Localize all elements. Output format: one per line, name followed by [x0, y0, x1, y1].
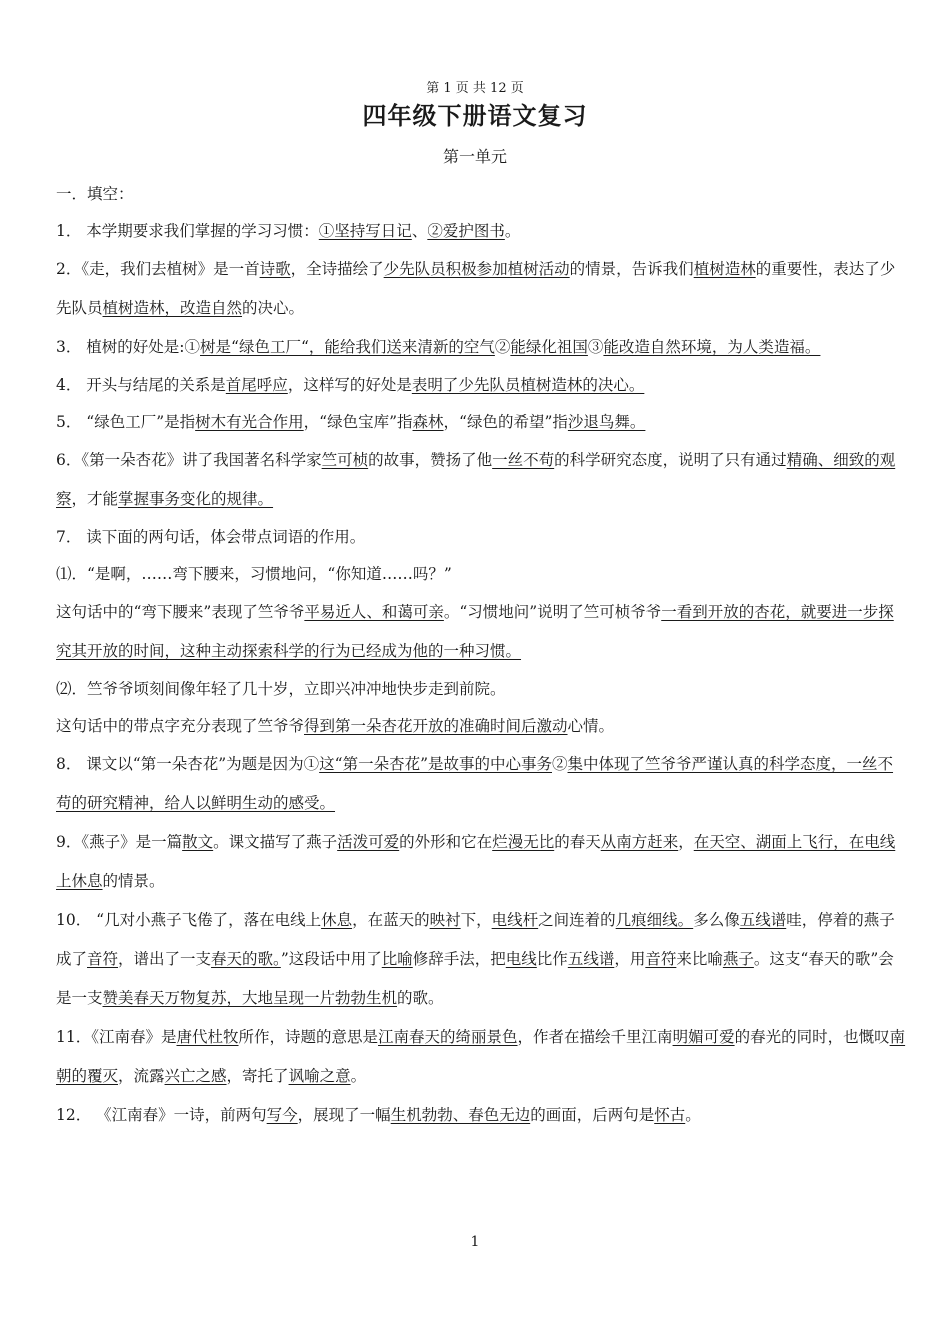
answer-text: 写今: [266, 1106, 298, 1124]
fill-in-item: [56, 1096, 906, 1135]
answer-text: 少先队员积极参加植树活动: [383, 260, 570, 278]
answer-text: 燕子: [722, 950, 754, 968]
question-text: 的外形和它在: [399, 833, 493, 851]
fill-in-item-list: [56, 213, 906, 1135]
answer-text: 集中体现了竺爷爷严谨认真的科学态度，一丝不苟的研究精神，给人以鲜明生动的感受。: [56, 755, 894, 812]
question-text: 比作: [536, 950, 568, 968]
question-text: 4． 开头与结尾的关系是: [56, 376, 226, 394]
question-text: 的重要性，表达了少先队员: [56, 260, 896, 317]
question-text: 哇，停着的燕子成了: [56, 911, 895, 968]
question-text: ，作者在描绘千里江南: [517, 1028, 673, 1046]
answer-text: 烂漫无比: [492, 833, 555, 851]
answer-text: 讽喻之意: [288, 1067, 351, 1085]
answer-text: 诗歌: [259, 260, 291, 278]
question-text: 3． 植树的好处是:①: [56, 338, 201, 356]
answer-text: 竺可桢: [321, 451, 369, 469]
answer-text: 春天的歌。: [211, 950, 281, 968]
answer-text: 树是“绿色工厂“，能给我们送来清新的空气: [200, 338, 495, 356]
question-text: 。课文描写了燕子: [213, 833, 338, 851]
answer-text: 平易近人、和蔼可亲: [304, 603, 444, 621]
question-text: ，展现了一幅: [297, 1106, 391, 1124]
answer-text: 植树造林: [693, 260, 756, 278]
question-text: ，流露: [118, 1067, 165, 1085]
question-text: 1． 本学期要求我们掌握的学习习惯：: [56, 222, 319, 240]
question-text: 的决心。: [242, 299, 305, 317]
question-text: 2．《走，我们去植树》是一首: [56, 260, 260, 278]
answer-text: 江南春天的绮丽景色: [378, 1028, 518, 1046]
question-text: 所作，诗题的意思是: [238, 1028, 379, 1046]
question-text: ⑵．竺爷爷顷刻间像年轻了几十岁，立即兴冲冲地快步走到前院。: [56, 680, 506, 698]
question-text: 8． 课文以“第一朵杏花”为题是因为①: [56, 755, 320, 773]
question-text: 。这支“春天的歌”会是一支: [56, 950, 894, 1007]
answer-text: 电线: [505, 950, 537, 968]
question-text: ，谱出了一支: [118, 950, 212, 968]
answer-text: ①坚持写日记: [318, 222, 412, 240]
question-text: 12． 《江南春》一诗，前两句: [56, 1106, 267, 1124]
question-text: 修辞手法，把: [412, 950, 506, 968]
fill-in-item: [56, 901, 906, 1018]
answer-text: 生机勃勃、春色无边: [390, 1106, 531, 1124]
question-text: ，用: [614, 950, 646, 968]
answer-text: 在天空、湖面上飞行，在电线上休息: [56, 833, 896, 890]
question-text: ②: [494, 338, 511, 356]
answer-text: 赞美春天万物复苏，大地呈现一片勃勃生机: [102, 989, 398, 1007]
question-text: ，寄托了: [226, 1067, 289, 1085]
answer-text: 杜牧: [207, 1028, 239, 1046]
question-text: ，“绿色的希望”指: [443, 413, 568, 431]
question-text: 5． “绿色工厂”是指: [56, 413, 196, 431]
question-text: 的情景。: [102, 872, 165, 890]
answer-text: 树木有光合作用: [195, 413, 304, 431]
fill-in-item: [56, 328, 906, 367]
fill-in-item: [56, 745, 906, 823]
section-heading: 一．填空：: [56, 185, 134, 203]
question-text: 。“习惯地问”说明了竺可桢爷爷: [443, 603, 662, 621]
answer-text: 植树造林，改造自然: [102, 299, 243, 317]
question-text: 这句话中的“弯下腰来”表现了竺爷爷: [56, 603, 305, 621]
question-text: 11．《江南春》是: [56, 1028, 177, 1046]
fill-in-item: [56, 367, 906, 404]
question-text: 的科学研究态度，说明了只有通过: [554, 451, 787, 469]
fill-in-item: [56, 519, 906, 556]
unit-heading: 第一单元: [442, 147, 507, 166]
answer-text: 映衬: [429, 911, 461, 929]
question-text: 。: [350, 1067, 367, 1085]
fill-in-item: [56, 213, 906, 250]
answer-text: 休息: [321, 911, 353, 929]
question-text: 来比喻: [676, 950, 723, 968]
fill-in-item: [56, 1018, 906, 1096]
answer-text: 森林: [412, 413, 444, 431]
question-text: 的春光的同时，也慨叹: [734, 1028, 890, 1046]
question-text: 多么像: [693, 911, 740, 929]
answer-text: 能绿化祖国: [510, 338, 588, 356]
question-text: ，“绿色宝库”指: [303, 413, 413, 431]
answer-text: 兴亡之感: [164, 1067, 227, 1085]
answer-text: 首尾呼应: [225, 376, 288, 394]
answer-text: 明媚可爱: [672, 1028, 735, 1046]
fill-in-item: [56, 441, 906, 519]
question-text: 之间连着的: [538, 911, 616, 929]
document-body: [56, 176, 906, 1135]
page-number: 1: [470, 1234, 480, 1250]
document-title: 四年级下册语文复习: [362, 102, 588, 130]
answer-text: 一丝不苟: [492, 451, 555, 469]
page-indicator: 第 1 页 共 12 页: [426, 81, 524, 96]
question-text: ，: [678, 833, 694, 851]
question-text: ，全诗描绘了: [290, 260, 384, 278]
answer-text: 能改造自然环境，为人类造福。: [603, 338, 821, 356]
question-text: 。: [685, 1106, 701, 1124]
question-text: 9．《燕子》是一篇: [56, 833, 183, 851]
question-text: 的故事，赞扬了他: [368, 451, 493, 469]
answer-text: 南朝的覆灭: [56, 1028, 906, 1085]
question-text: 的歌。: [397, 989, 444, 1007]
question-text: ⑴．“是啊，……弯下腰来，习惯地问，“你知道……吗？”: [56, 565, 452, 583]
question-text: 下，: [460, 911, 492, 929]
question-text: 这句话中的带点字充分表现了竺爷爷: [56, 717, 305, 735]
answer-text: 音符: [645, 950, 677, 968]
question-text: ②: [552, 755, 568, 773]
answer-text: 怀古: [654, 1106, 686, 1124]
answer-text: 得到第一朵杏花开放的准确时间后激动: [304, 717, 568, 735]
fill-in-item: [56, 671, 906, 708]
answer-text: 电线杆: [491, 911, 539, 929]
question-text: 7． 读下面的两句话，体会带点词语的作用。: [56, 528, 366, 546]
fill-in-item: [56, 823, 906, 901]
answer-text: 从南方赶来: [600, 833, 679, 851]
answer-text: 音符: [87, 950, 119, 968]
question-text: ”这段话中用了: [280, 950, 382, 968]
question-text: 、: [411, 222, 428, 240]
question-text: 心情。: [567, 717, 615, 735]
question-text: 6．《第一朵杏花》讲了我国著名科学家: [56, 451, 322, 469]
fill-in-item: [56, 404, 906, 441]
question-text: ，才能: [71, 490, 119, 508]
question-text: ，这样写的好处是: [287, 376, 412, 394]
question-text: 的画面，后两句是: [530, 1106, 655, 1124]
question-text: 10． “几对小燕子飞倦了，落在电线上: [56, 911, 322, 929]
fill-in-item: [56, 593, 906, 671]
answer-text: 表明了少先队员植树造林的决心。: [411, 376, 645, 394]
answer-text: 五线谱: [739, 911, 787, 929]
fill-in-item: [56, 250, 906, 328]
answer-text: 沙退鸟舞。: [567, 413, 646, 431]
answer-text: 散文: [182, 833, 214, 851]
fill-in-item: [56, 556, 906, 593]
answer-text: 掌握事务变化的规律。: [118, 490, 274, 508]
answer-text: 五线谱: [567, 950, 615, 968]
answer-text: 几痕细线。: [615, 911, 694, 929]
question-text: 。: [504, 222, 521, 240]
answer-text: ②爱护图书: [427, 222, 505, 240]
answer-text: 一看到开放的杏花，就要进一步探究其开放的时间，这种主动探索科学的行为已经成为他的一种习惯。: [56, 603, 894, 660]
answer-text: 活泼可爱: [337, 833, 400, 851]
answer-text: 比喻: [381, 950, 413, 968]
question-text: ③: [587, 338, 604, 356]
question-text: 的春天: [554, 833, 601, 851]
answer-text: 这“第一朵杏花”是故事的中心事务: [319, 755, 552, 773]
question-text: ，在蓝天的: [352, 911, 430, 929]
fill-in-item: [56, 708, 906, 745]
answer-text: 精确、细致的观察: [56, 451, 896, 508]
question-text: 的情景，告诉我们: [569, 260, 694, 278]
answer-text: 唐代: [176, 1028, 208, 1046]
